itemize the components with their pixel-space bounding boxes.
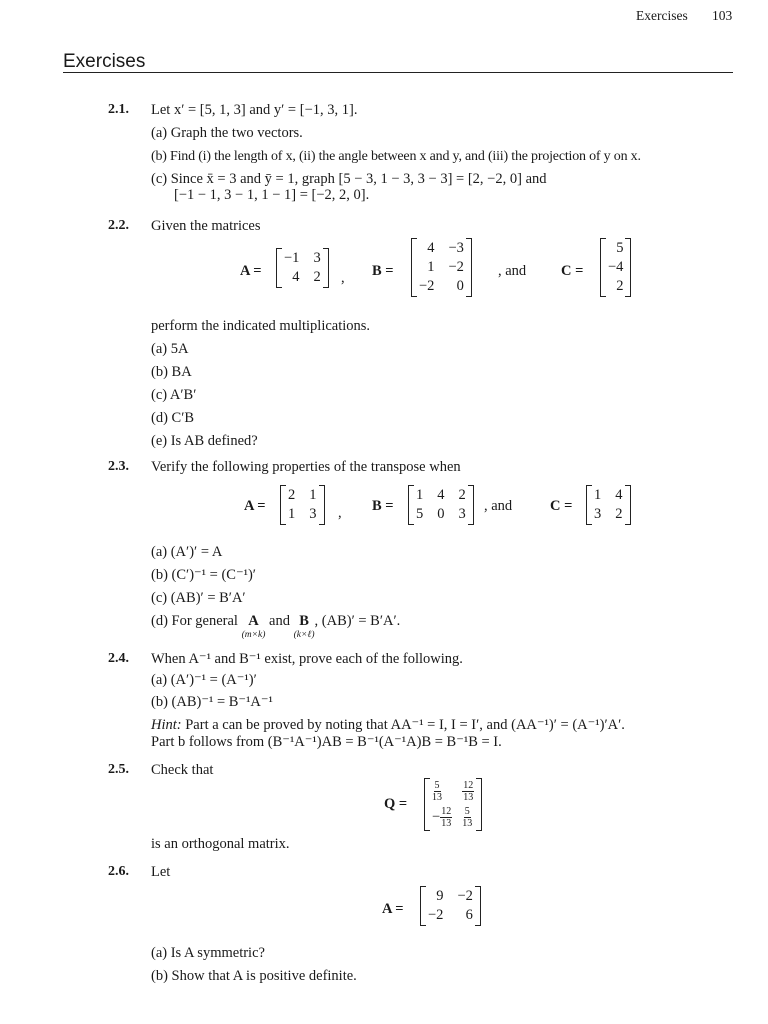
- fraction: [440, 806, 452, 829]
- denominator: 13: [441, 818, 452, 829]
- matrix-cell: 1: [288, 506, 296, 522]
- fraction: [462, 780, 474, 803]
- exercise-2-3-a: (a) (A′)′ = A: [151, 544, 223, 560]
- exercise-2-2-e: (e) Is AB defined?: [151, 433, 258, 449]
- general-matrix-b: [294, 613, 315, 644]
- exercise-2-2-d: (d) C′B: [151, 410, 195, 426]
- exercise-2-6-a: (a) Is A symmetric?: [151, 945, 265, 961]
- exercise-2-2-a: (a) 5A: [151, 341, 189, 357]
- matrix-cell: [432, 780, 452, 803]
- matrix-a: [280, 487, 325, 523]
- exercise-number-2-6: 2.6.: [108, 864, 129, 879]
- matrix-cell: 5: [416, 506, 424, 522]
- matrix-b-label: B =: [372, 498, 394, 514]
- matrix-cell: 2: [313, 269, 321, 285]
- matrix-cell: −2: [419, 278, 435, 294]
- section-title: Exercises: [63, 51, 146, 72]
- exercise-2-5-conclusion: is an orthogonal matrix.: [151, 836, 290, 852]
- general-matrix-a: [242, 613, 266, 644]
- matrix-c: [600, 240, 631, 295]
- matrix-cell: −2: [448, 259, 464, 275]
- matrix-cell: 4: [615, 487, 623, 503]
- matrix-cell: 1: [594, 487, 602, 503]
- matrix-b-label: B =: [372, 263, 394, 279]
- exercise-2-2-stem: Given the matrices: [151, 218, 261, 234]
- exercise-2-2-instruction: perform the indicated multiplications.: [151, 318, 371, 334]
- exercise-2-3-d-prefix: (d) For general: [151, 613, 238, 629]
- exercise-2-1-stem: Let x′ = [5, 1, 3] and y′ = [−1, 3, 1].: [151, 102, 358, 118]
- matrix-cell: 3: [309, 506, 317, 522]
- matrix-cell: 3: [313, 250, 321, 266]
- matrix-cell: −2: [428, 907, 444, 923]
- matrix-q-label: Q =: [384, 796, 408, 812]
- matrix-cell: −1: [284, 250, 300, 266]
- matrix-cell: 2: [458, 487, 466, 503]
- exercise-2-4-stem: When A⁻¹ and B⁻¹ exist, prove each of the following.: [151, 651, 463, 667]
- exercise-2-1-b: (b) Find (i) the length of x, (ii) the angle between x and y, and (iii) the projection of y on x.: [151, 149, 641, 164]
- matrix-cell: 2: [616, 278, 624, 294]
- matrix-cell: 6: [465, 907, 473, 923]
- exercise-number-2-2: 2.2.: [108, 218, 129, 233]
- matrix-cell: 4: [427, 240, 435, 256]
- exercise-2-4-a: (a) (A′)⁻¹ = (A⁻¹)′: [151, 672, 257, 688]
- exercise-number-2-4: 2.4.: [108, 651, 129, 666]
- numerator: 12: [463, 780, 474, 791]
- general-matrix-a-symbol: A: [248, 613, 259, 629]
- matrix-b: [408, 487, 474, 523]
- general-matrix-b-symbol: B: [299, 613, 309, 629]
- denominator: 13: [463, 792, 474, 803]
- exercise-2-1-c: (c) Since x̄ = 3 and ȳ = 1, graph [5 − 3, 1 − 3, 3 − 3] = [2, −2, 0] and: [151, 171, 547, 187]
- numerator: 5: [464, 806, 470, 817]
- matrix-a-label: A =: [240, 263, 262, 279]
- matrix-cell: [462, 780, 474, 803]
- matrix-c-label: C =: [550, 498, 573, 514]
- exercise-2-3-stem: Verify the following properties of the transpose when: [151, 459, 461, 475]
- denominator: 13: [462, 818, 473, 829]
- matrix-c-label: C =: [561, 263, 584, 279]
- denominator: 13: [432, 792, 442, 803]
- exercise-2-6-stem: Let: [151, 864, 171, 880]
- general-matrix-b-dims: (k×ℓ): [293, 630, 315, 640]
- section-rule: [63, 72, 733, 73]
- page-number: 103: [712, 8, 733, 23]
- exercise-2-5-stem: Check that: [151, 762, 214, 778]
- matrix-cell: 5: [616, 240, 624, 256]
- matrix-a-label: A =: [244, 498, 266, 514]
- and-label: , and: [484, 498, 513, 514]
- matrix-a: [420, 888, 481, 924]
- matrix-q: [424, 780, 482, 829]
- fraction: [432, 780, 442, 803]
- exercise-number-2-1: 2.1.: [108, 102, 129, 117]
- comma: ,: [341, 270, 345, 286]
- exercise-2-3-c: (c) (AB)′ = B′A′: [151, 590, 246, 606]
- matrix-cell: 9: [436, 888, 444, 904]
- matrix-cell: 1: [416, 487, 424, 503]
- exercise-2-3-b: (b) (C′)⁻¹ = (C⁻¹)′: [151, 567, 256, 583]
- matrix-cell: 2: [288, 487, 296, 503]
- exercise-2-2-b: (b) BA: [151, 364, 192, 380]
- matrix-cell: 1: [427, 259, 435, 275]
- running-header-section: Exercises: [636, 8, 688, 23]
- matrix-cell: [462, 806, 474, 829]
- exercise-2-4-hint-cont: Part b follows from (B⁻¹A⁻¹)AB = B⁻¹(A⁻¹A)B = B⁻¹B = I.: [151, 734, 502, 750]
- exercise-2-3-d-suffix: , (AB)′ = B′A′.: [314, 613, 401, 629]
- matrix-cell: 4: [292, 269, 300, 285]
- matrix-cell: 0: [437, 506, 445, 522]
- matrix-cell: 2: [615, 506, 623, 522]
- matrix-a-label: A =: [382, 901, 404, 917]
- exercise-2-1-c-cont: [−1 − 1, 3 − 1, 1 − 1] = [−2, 2, 0].: [174, 187, 370, 203]
- and-label: , and: [498, 263, 527, 279]
- comma: ,: [338, 505, 342, 521]
- matrix-cell: 1: [309, 487, 317, 503]
- hint-text: Part a can be proved by noting that AA⁻¹ = I, I = I′, and (AA⁻¹)′ = (A⁻¹)′A′.: [185, 717, 625, 733]
- exercise-number-2-5: 2.5.: [108, 762, 129, 777]
- exercise-number-2-3: 2.3.: [108, 459, 129, 474]
- matrix-cell: 3: [594, 506, 602, 522]
- fraction: [462, 806, 472, 829]
- exercise-2-1-a: (a) Graph the two vectors.: [151, 125, 303, 141]
- matrix-cell: 4: [437, 487, 445, 503]
- exercise-2-2-c: (c) A′B′: [151, 387, 197, 403]
- exercise-2-4-b: (b) (AB)⁻¹ = B⁻¹A⁻¹: [151, 694, 273, 710]
- numerator: 5: [434, 780, 440, 791]
- matrix-cell: −4: [608, 259, 624, 275]
- sign: −: [432, 809, 441, 825]
- matrix-b: [411, 240, 472, 295]
- matrix-cell: 0: [456, 278, 464, 294]
- general-matrix-a-dims: (m×k): [241, 630, 266, 640]
- exercise-2-4-hint: [151, 717, 625, 734]
- matrix-cell: −3: [448, 240, 464, 256]
- exercise-2-3-d-and: and: [269, 613, 290, 629]
- exercise-2-6-b: (b) Show that A is positive definite.: [151, 968, 357, 984]
- matrix-cell: [432, 806, 452, 829]
- matrix-a: [276, 250, 329, 286]
- matrix-cell: 3: [458, 506, 466, 522]
- exercise-2-3-d: [151, 613, 400, 644]
- matrix-cell: −2: [457, 888, 473, 904]
- matrix-c: [586, 487, 631, 523]
- numerator: 12: [441, 806, 452, 817]
- hint-label: Hint:: [151, 717, 182, 733]
